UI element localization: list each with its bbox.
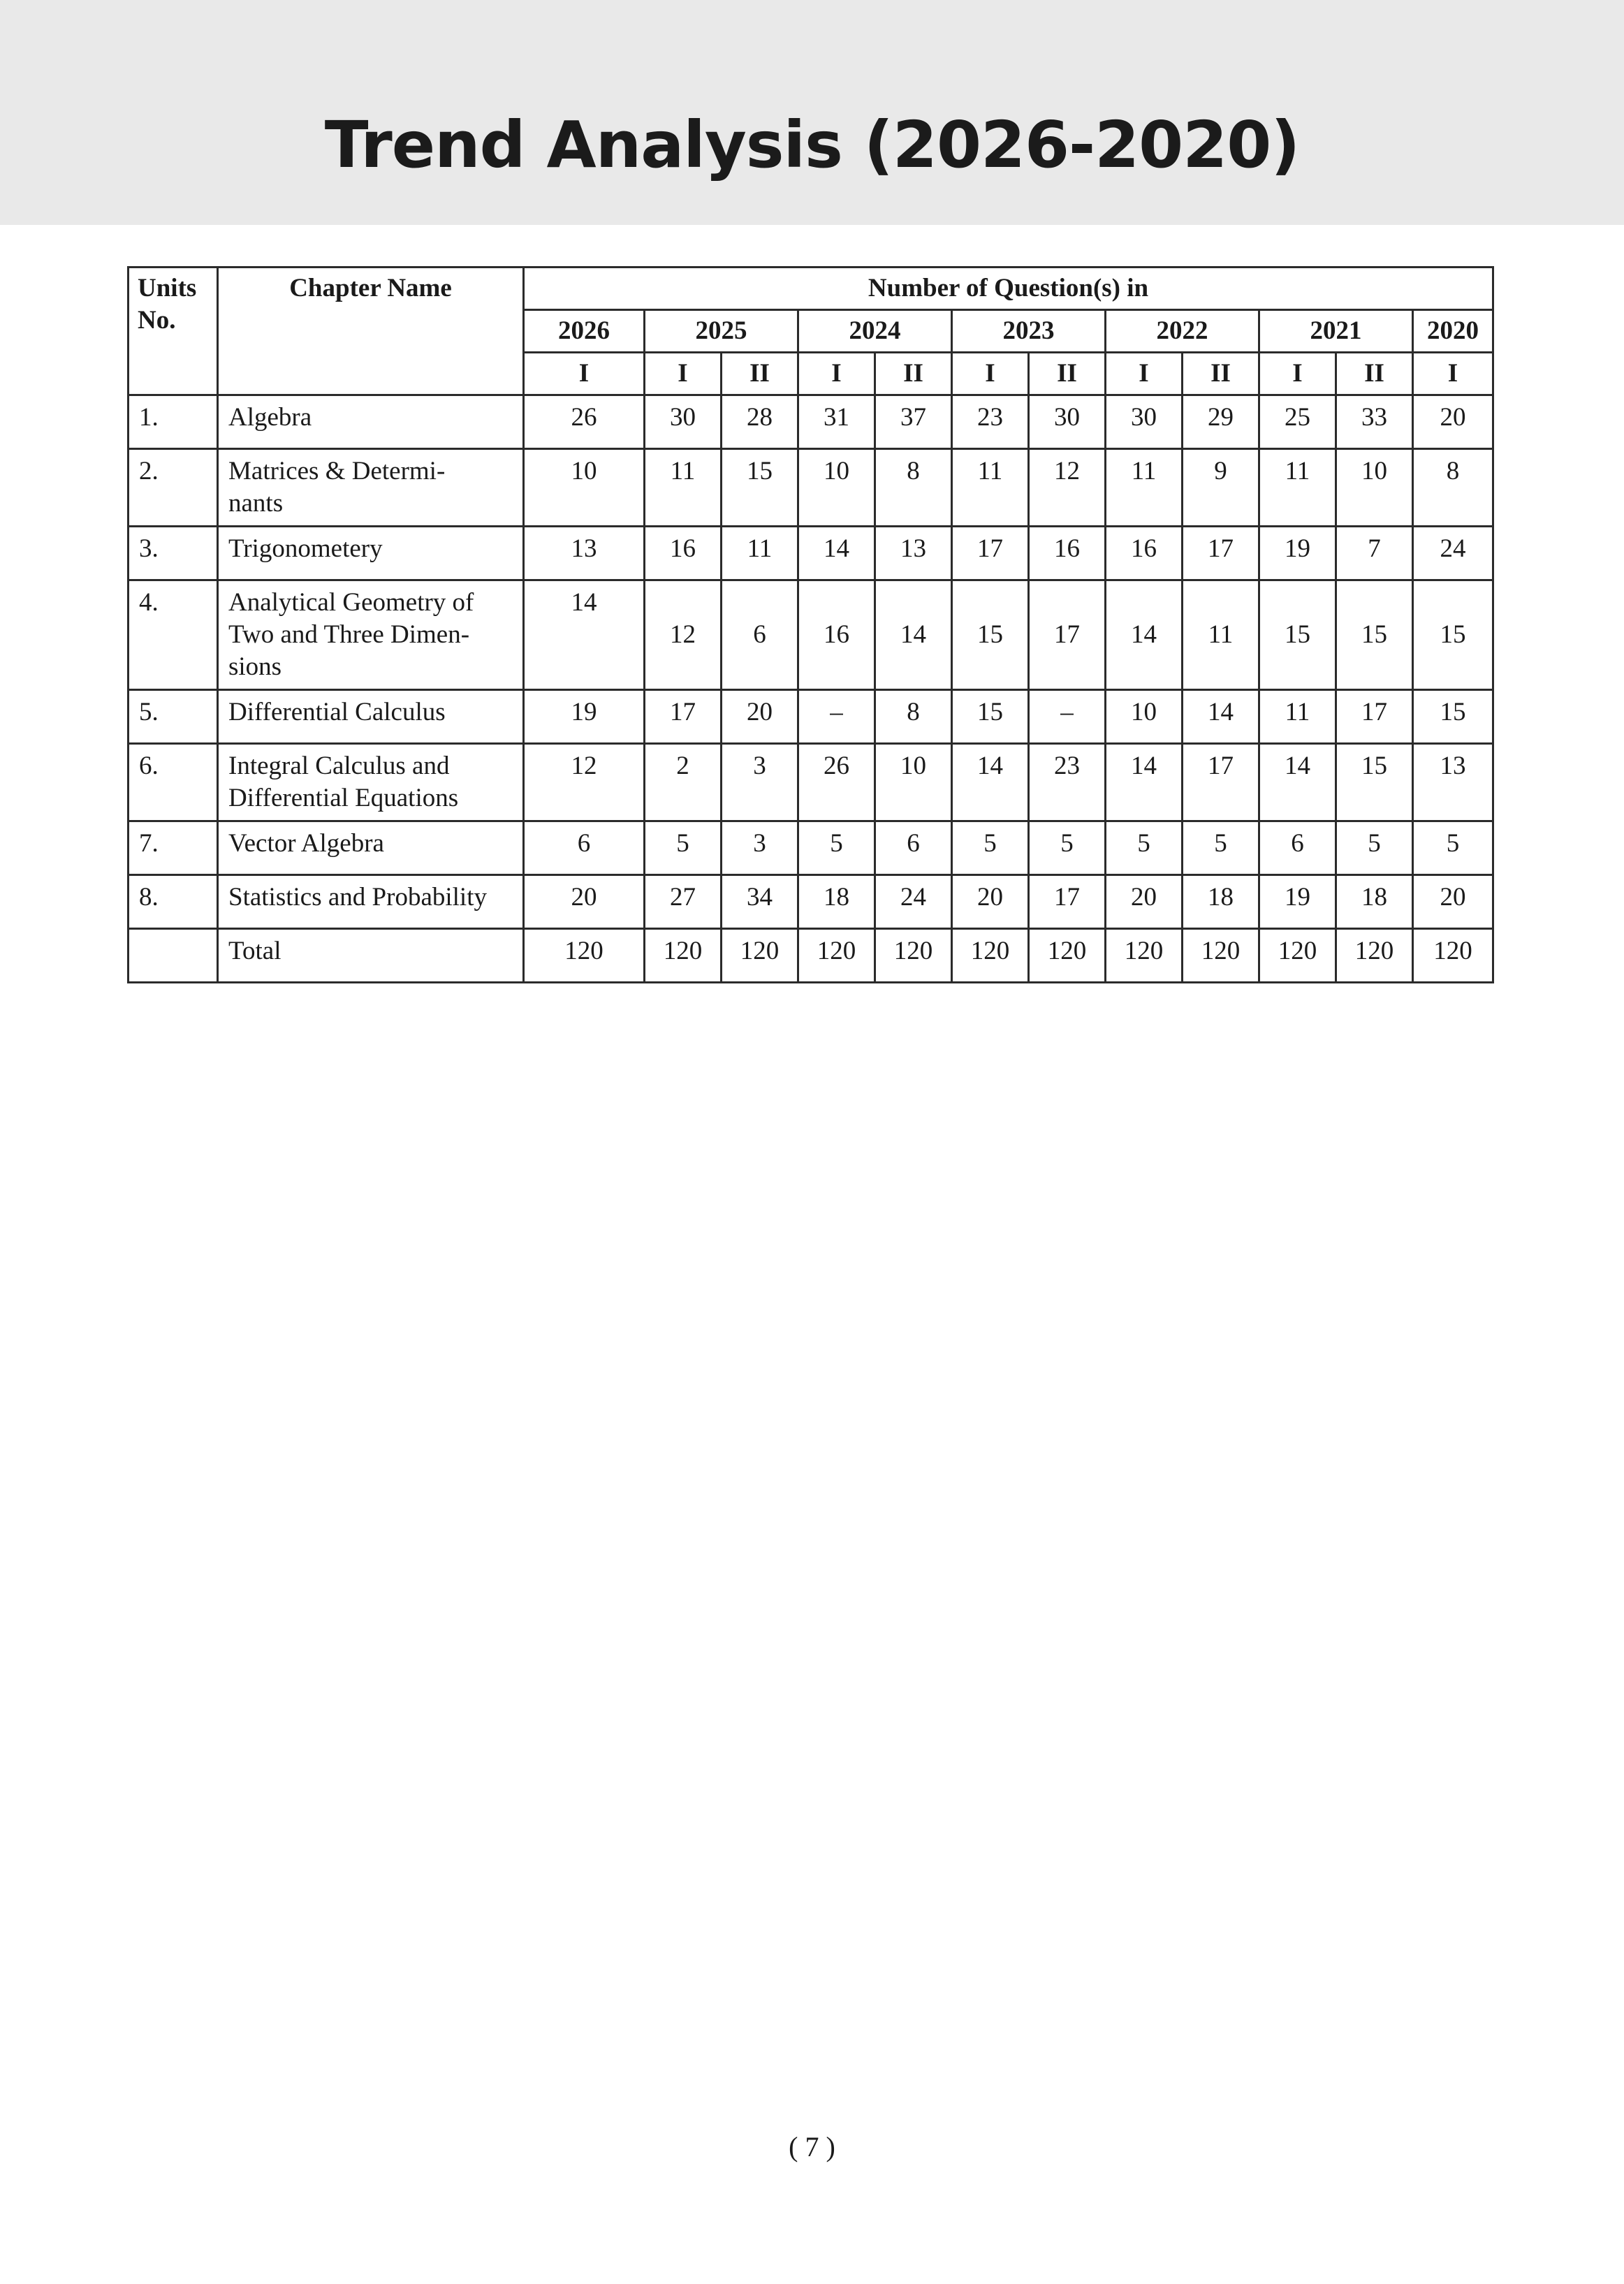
question-count: 120: [798, 929, 875, 983]
question-count: –: [1029, 690, 1106, 744]
units-no-header: Units No.: [129, 268, 218, 395]
question-count: 16: [1106, 527, 1183, 580]
question-count: 120: [1183, 929, 1259, 983]
year-header-2021: 2021: [1259, 310, 1413, 353]
question-count: 14: [1106, 744, 1183, 821]
question-count: 18: [798, 875, 875, 929]
question-count: 14: [798, 527, 875, 580]
chapter-name: Analytical Geometry of Two and Three Dimen- sions: [218, 580, 524, 690]
table-row: [129, 929, 1493, 983]
question-count: 30: [1106, 395, 1183, 449]
question-count: 17: [1183, 527, 1259, 580]
question-count: 120: [952, 929, 1029, 983]
question-count: 15: [1336, 744, 1413, 821]
question-count: 5: [1336, 821, 1413, 875]
question-count: 120: [1029, 929, 1106, 983]
question-count: 11: [1259, 690, 1336, 744]
question-count: 10: [875, 744, 952, 821]
question-count: 8: [875, 449, 952, 527]
question-count: 11: [722, 527, 798, 580]
question-count: 17: [1029, 875, 1106, 929]
year-header-2025: 2025: [645, 310, 798, 353]
header-row-group: [129, 268, 1493, 310]
question-count: 31: [798, 395, 875, 449]
question-count: 34: [722, 875, 798, 929]
question-count: 14: [875, 580, 952, 690]
question-count: 10: [1336, 449, 1413, 527]
question-count: 13: [1413, 744, 1493, 821]
question-count: 2: [645, 744, 722, 821]
unit-number: 5.: [129, 690, 218, 744]
number-of-questions-header: Number of Question(s) in: [524, 268, 1493, 310]
question-count: 3: [722, 821, 798, 875]
question-count: 17: [645, 690, 722, 744]
question-count: 18: [1336, 875, 1413, 929]
year-header-2022: 2022: [1106, 310, 1259, 353]
question-count: 20: [952, 875, 1029, 929]
shift-header: II: [1183, 353, 1259, 395]
question-count: 14: [1259, 744, 1336, 821]
unit-number: 2.: [129, 449, 218, 527]
question-count: 17: [1029, 580, 1106, 690]
question-count: 120: [722, 929, 798, 983]
question-count: 6: [722, 580, 798, 690]
question-count: 20: [1413, 395, 1493, 449]
question-count: 11: [952, 449, 1029, 527]
question-count: 20: [1106, 875, 1183, 929]
question-count: 12: [645, 580, 722, 690]
shift-header: I: [1413, 353, 1493, 395]
table-row: [129, 527, 1493, 580]
question-count: 5: [1183, 821, 1259, 875]
question-count: 17: [1183, 744, 1259, 821]
unit-number: [129, 929, 218, 983]
question-count: 8: [875, 690, 952, 744]
question-count: 6: [524, 821, 645, 875]
question-count: 8: [1413, 449, 1493, 527]
year-header-2020: 2020: [1413, 310, 1493, 353]
question-count: 10: [524, 449, 645, 527]
shift-header: I: [952, 353, 1029, 395]
question-count: 15: [722, 449, 798, 527]
question-count: 30: [645, 395, 722, 449]
question-count: 25: [1259, 395, 1336, 449]
table-row: [129, 690, 1493, 744]
question-count: 5: [952, 821, 1029, 875]
year-header-2026: 2026: [524, 310, 645, 353]
question-count: 28: [722, 395, 798, 449]
question-count: 24: [1413, 527, 1493, 580]
question-count: 27: [645, 875, 722, 929]
shift-header: II: [1029, 353, 1106, 395]
question-count: 13: [875, 527, 952, 580]
question-count: 15: [952, 580, 1029, 690]
question-count: 19: [1259, 875, 1336, 929]
shift-header: II: [1336, 353, 1413, 395]
question-count: 120: [645, 929, 722, 983]
page-title: Trend Analysis (2026-2020): [324, 108, 1300, 182]
trend-analysis-table: [127, 266, 1494, 983]
unit-number: 1.: [129, 395, 218, 449]
year-header-2023: 2023: [952, 310, 1106, 353]
chapter-name-header: Chapter Name: [218, 268, 524, 395]
chapter-name: Matrices & Determi- nants: [218, 449, 524, 527]
question-count: 26: [798, 744, 875, 821]
question-count: 10: [798, 449, 875, 527]
page-number: ( 7 ): [789, 2131, 835, 2162]
question-count: 120: [1336, 929, 1413, 983]
table-row: [129, 395, 1493, 449]
shift-header: I: [1259, 353, 1336, 395]
question-count: 7: [1336, 527, 1413, 580]
year-header-2024: 2024: [798, 310, 952, 353]
question-count: 16: [798, 580, 875, 690]
question-count: 5: [1029, 821, 1106, 875]
unit-number: 3.: [129, 527, 218, 580]
question-count: 18: [1183, 875, 1259, 929]
question-count: 14: [1183, 690, 1259, 744]
question-count: 5: [645, 821, 722, 875]
question-count: 15: [1413, 580, 1493, 690]
question-count: 30: [1029, 395, 1106, 449]
question-count: 23: [1029, 744, 1106, 821]
question-count: 16: [1029, 527, 1106, 580]
question-count: 15: [1259, 580, 1336, 690]
chapter-name: Algebra: [218, 395, 524, 449]
question-count: 15: [1336, 580, 1413, 690]
question-count: 20: [722, 690, 798, 744]
question-count: 120: [875, 929, 952, 983]
question-count: 120: [1259, 929, 1336, 983]
question-count: –: [798, 690, 875, 744]
chapter-name: Statistics and Probability: [218, 875, 524, 929]
question-count: 11: [1106, 449, 1183, 527]
question-count: 120: [524, 929, 645, 983]
table-row: [129, 875, 1493, 929]
question-count: 13: [524, 527, 645, 580]
question-count: 11: [645, 449, 722, 527]
chapter-name: Vector Algebra: [218, 821, 524, 875]
question-count: 19: [1259, 527, 1336, 580]
shift-header: II: [722, 353, 798, 395]
unit-number: 4.: [129, 580, 218, 690]
question-count: 12: [524, 744, 645, 821]
question-count: 5: [798, 821, 875, 875]
shift-header: I: [1106, 353, 1183, 395]
question-count: 23: [952, 395, 1029, 449]
question-count: 19: [524, 690, 645, 744]
shift-header: II: [875, 353, 952, 395]
chapter-name: Total: [218, 929, 524, 983]
question-count: 16: [645, 527, 722, 580]
table-row: [129, 744, 1493, 821]
shift-header: I: [645, 353, 722, 395]
question-count: 6: [875, 821, 952, 875]
chapter-name: Trigonometery: [218, 527, 524, 580]
unit-number: 7.: [129, 821, 218, 875]
question-count: 14: [524, 580, 645, 690]
question-count: 14: [952, 744, 1029, 821]
chapter-name: Integral Calculus and Differential Equations: [218, 744, 524, 821]
question-count: 120: [1106, 929, 1183, 983]
question-count: 14: [1106, 580, 1183, 690]
question-count: 12: [1029, 449, 1106, 527]
question-count: 11: [1183, 580, 1259, 690]
table-row: [129, 449, 1493, 527]
question-count: 26: [524, 395, 645, 449]
table-row: [129, 580, 1493, 690]
question-count: 11: [1259, 449, 1336, 527]
chapter-name: Differential Calculus: [218, 690, 524, 744]
unit-number: 8.: [129, 875, 218, 929]
question-count: 15: [1413, 690, 1493, 744]
unit-number: 6.: [129, 744, 218, 821]
question-count: 5: [1106, 821, 1183, 875]
question-count: 20: [524, 875, 645, 929]
question-count: 37: [875, 395, 952, 449]
table-row: [129, 821, 1493, 875]
shift-header: I: [798, 353, 875, 395]
question-count: 15: [952, 690, 1029, 744]
question-count: 10: [1106, 690, 1183, 744]
question-count: 20: [1413, 875, 1493, 929]
question-count: 6: [1259, 821, 1336, 875]
question-count: 33: [1336, 395, 1413, 449]
question-count: 17: [1336, 690, 1413, 744]
question-count: 5: [1413, 821, 1493, 875]
question-count: 3: [722, 744, 798, 821]
question-count: 29: [1183, 395, 1259, 449]
question-count: 17: [952, 527, 1029, 580]
question-count: 120: [1413, 929, 1493, 983]
question-count: 24: [875, 875, 952, 929]
shift-header: I: [524, 353, 645, 395]
question-count: 9: [1183, 449, 1259, 527]
